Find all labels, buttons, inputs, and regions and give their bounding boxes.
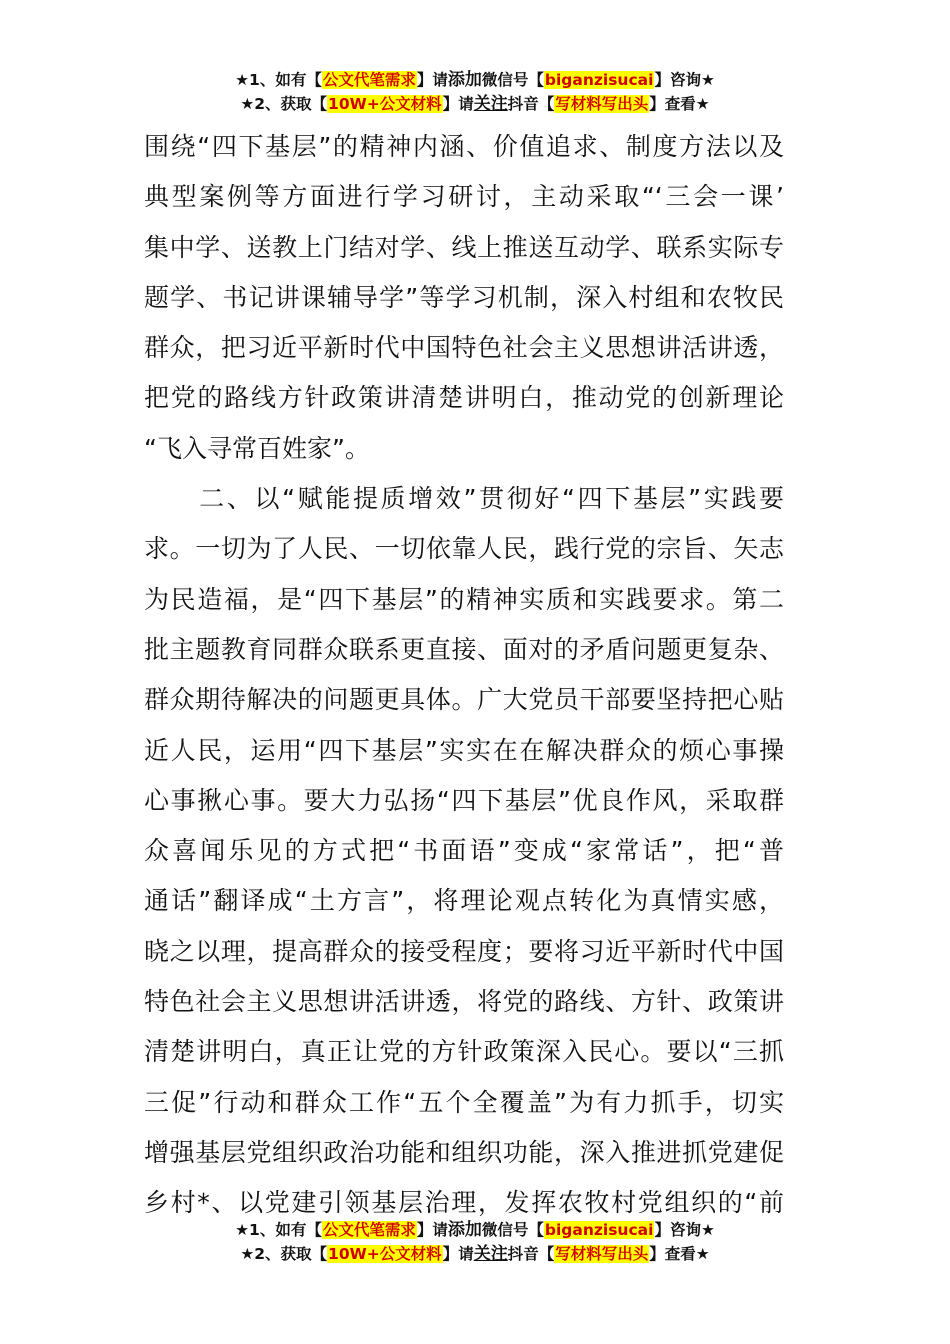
promo-line-1-mid: 】请 — [416, 1221, 448, 1239]
body-line: 批主题教育同群众联系更直接、面对的矛盾问题更复杂、 — [144, 634, 784, 664]
body-line: 把党的路线方针政策讲清楚讲明白，推动党的创新理论 — [144, 383, 784, 413]
body-line: 众喜闻乐见的方式把“书面语”变成“家常话”，把“普 — [144, 836, 784, 866]
bottom-promo-banner — [0, 1218, 950, 1266]
promo-line-1 — [0, 68, 950, 92]
promo-line-1 — [0, 1218, 950, 1242]
body-line: 典型案例等方面进行学习研讨，主动采取“‘三会一课’ — [144, 182, 784, 212]
promo-line-1-suffix: 】咨询★ — [654, 1221, 715, 1239]
section-heading-line: 二、以“赋能提质增效”贯彻好“四下基层”实践要 — [144, 484, 784, 514]
body-line: 通话”翻译成“土方言”，将理论观点转化为真情实感， — [144, 886, 784, 916]
body-line: 增强基层党组织政治功能和组织功能，深入推进抓党建促 — [144, 1137, 784, 1167]
promo-line-1-wechat-id: biganzisucai — [544, 1221, 654, 1239]
promo-line-2-douyin-id: 写材料写出头 — [555, 1245, 649, 1263]
top-promo-banner — [0, 68, 950, 116]
promo-line-2-emphasis: 关注 — [473, 94, 508, 114]
promo-line-1-mid: 】请 — [416, 71, 448, 89]
body-line: 心事揪心事。要大力弘扬“四下基层”优良作风，采取群 — [144, 785, 784, 815]
body-line: 求。一切为了人民、一切依靠人民，践行党的宗旨、矢志 — [144, 534, 784, 564]
promo-line-2-mid2: 抖音【 — [507, 95, 555, 113]
promo-line-2 — [0, 92, 950, 116]
body-line: 群众，把习近平新时代中国特色社会主义思想讲活讲透， — [144, 333, 784, 363]
promo-line-1-mid2: 微信号【 — [481, 1221, 544, 1239]
promo-line-2 — [0, 1242, 950, 1266]
body-line: 题学、书记讲课辅导学”等学习机制，深入村组和农牧民 — [144, 282, 784, 312]
promo-line-2-materials: 10W+公文材料 — [328, 1245, 442, 1263]
promo-line-2-prefix: ★2、获取【 — [240, 95, 328, 113]
promo-line-1-emphasis: 添加 — [447, 70, 482, 90]
promo-line-2-mid2: 抖音【 — [507, 1245, 555, 1263]
body-line: 围绕“四下基层”的精神内涵、价值追求、制度方法以及 — [144, 132, 784, 161]
document-body — [144, 122, 784, 1229]
promo-line-2-mid: 】请 — [442, 1245, 474, 1263]
promo-line-1-wechat-id: biganzisucai — [544, 71, 654, 89]
body-line: 为民造福，是“四下基层”的精神实质和实践要求。第二 — [144, 584, 784, 614]
body-line: 群众期待解决的问题更具体。广大党员干部要坚持把心贴 — [144, 685, 784, 715]
promo-line-2-suffix: 】查看★ — [649, 1245, 710, 1263]
body-line: 三促”行动和群众工作“五个全覆盖”为有力抓手，切实 — [144, 1087, 784, 1117]
body-line-paragraph-end: “飞入寻常百姓家”。 — [144, 433, 370, 463]
promo-line-2-prefix: ★2、获取【 — [240, 1245, 328, 1263]
promo-line-2-mid: 】请 — [442, 95, 474, 113]
promo-line-1-prefix: ★1、如有【 — [235, 1221, 322, 1239]
promo-line-2-materials: 10W+公文材料 — [328, 95, 442, 113]
body-line: 近人民，运用“四下基层”实实在在解决群众的烦心事操 — [144, 735, 784, 765]
promo-line-1-emphasis: 添加 — [447, 1220, 482, 1240]
body-line: 特色社会主义思想讲活讲透，将党的路线、方针、政策讲 — [144, 987, 784, 1017]
body-line: 集中学、送教上门结对学、线上推送互动学、联系实际专 — [144, 232, 784, 262]
promo-line-1-mid2: 微信号【 — [481, 71, 544, 89]
promo-line-2-emphasis: 关注 — [473, 1244, 508, 1264]
promo-line-2-douyin-id: 写材料写出头 — [555, 95, 649, 113]
body-line: 清楚讲明白，真正让党的方针政策深入民心。要以“三抓 — [144, 1037, 784, 1067]
promo-line-1-suffix: 】咨询★ — [654, 71, 715, 89]
body-line: 晓之以理，提高群众的接受程度；要将习近平新时代中国 — [144, 936, 784, 966]
promo-line-1-service: 公文代笔需求 — [322, 1221, 416, 1239]
promo-line-1-prefix: ★1、如有【 — [235, 71, 322, 89]
promo-line-1-service: 公文代笔需求 — [322, 71, 416, 89]
promo-line-2-suffix: 】查看★ — [649, 95, 710, 113]
body-line: 乡村*、以党建引领基层治理，发挥农牧村党组织的“前 — [144, 1188, 784, 1218]
